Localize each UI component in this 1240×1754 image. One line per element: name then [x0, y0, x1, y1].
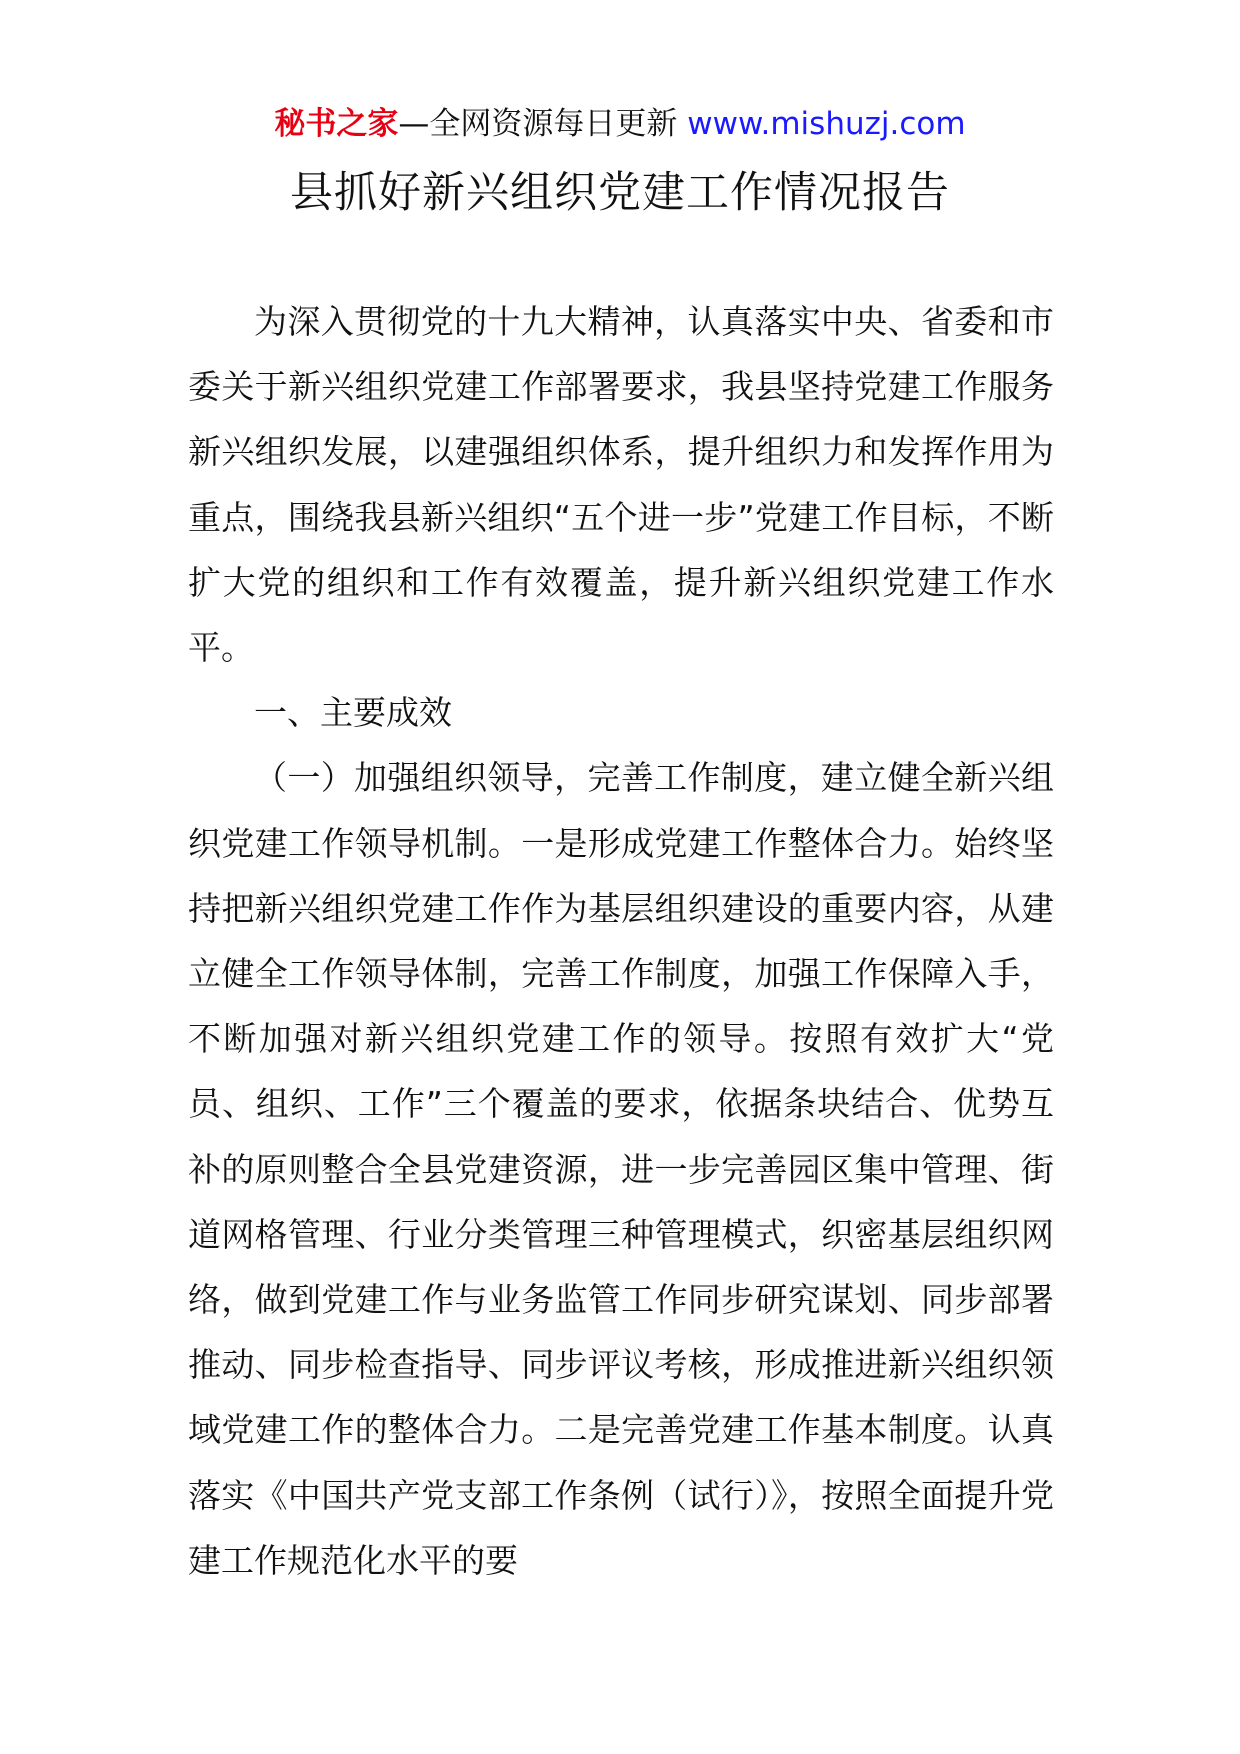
site-header [0, 104, 1240, 144]
document-title: 县抓好新兴组织党建工作情况报告 [290, 168, 950, 218]
header-tagline: —全网资源每日更新 [398, 106, 688, 142]
intro-paragraph: 为深入贯彻党的十九大精神，认真落实中央、省委和市委关于新兴组织党建工作部署要求，我县坚持党建工作服务新兴组织发展，以建强组织体系，提升组织力和发挥作用为重点，围绕我县新兴组织“五个进一步”党建工作目标，不断扩大党的组织和工作有效覆盖，提升新兴组织党建工作水平。 [188, 302, 1054, 668]
section-heading: 一、主要成效 [254, 693, 452, 733]
body-paragraph: （一）加强组织领导，完善工作制度，建立健全新兴组织党建工作领导机制。一是形成党建工作整体合力。始终坚持把新兴组织党建工作作为基层组织建设的重要内容，从建立健全工作领导体制，完善工作制度，加强工作保障入手，不断加强对新兴组织党建工作的领导。按照有效扩大“党员、组织、工作”三个覆盖的要求，依据条块结合、优势互补的原则整合全县党建资源，进一步完善园区集中管理、街道网格管理、行业分类管理三种管理模式，织密基层组织网络，做到党建工作与业务监管工作同步研究谋划、同步部署推动、同步检查指导、同步评议考核，形成推进新兴组织领域党建工作的整体合力。二是完善党建工作基本制度。认真落实《中国共产党支部工作条例（试行）》，按照全面提升党建工作规范化水平的要 [188, 758, 1054, 1580]
document-body [188, 289, 1054, 1593]
brand-name: 秘书之家 [274, 106, 399, 142]
site-url-link[interactable]: www.mishuzj.com [687, 106, 966, 142]
